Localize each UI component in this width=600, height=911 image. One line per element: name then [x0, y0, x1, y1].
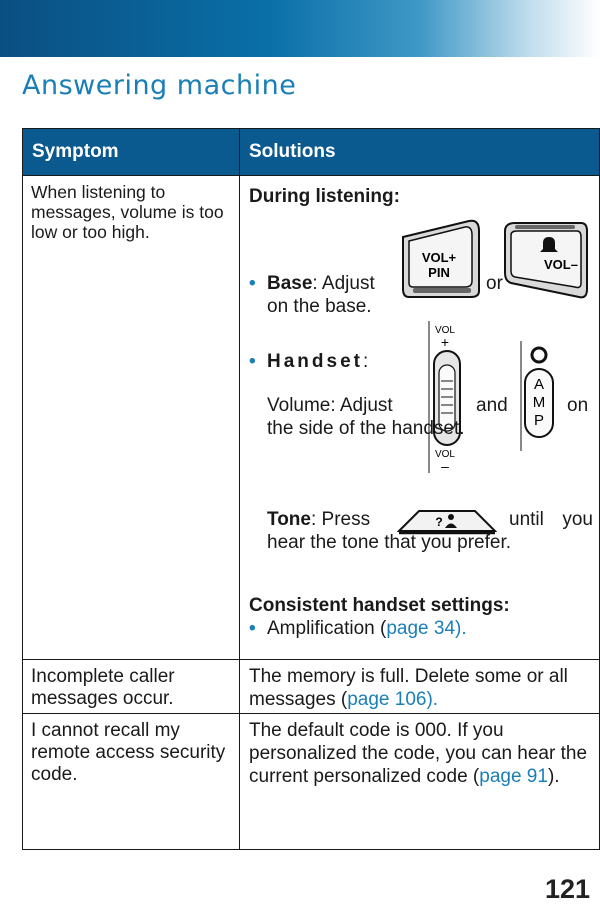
- tone-text: [267, 508, 593, 553]
- base-or: or: [486, 272, 503, 294]
- handset-bullet: [249, 324, 589, 507]
- header-band: [0, 0, 600, 57]
- symptom-cell: I cannot recall my remote access security code.: [23, 714, 240, 850]
- bullet-icon: •: [249, 350, 256, 372]
- during-listening-heading: During listening:: [249, 186, 400, 207]
- handset-bullet-label: [249, 351, 368, 374]
- symptom-cell: Incomplete caller messages occur.: [23, 660, 240, 714]
- solution-text: The default code is 000. If you personalized the code, you can hear the current personalized code (: [249, 720, 588, 787]
- table-row: [23, 714, 600, 850]
- table-header-row: [23, 129, 600, 176]
- tone-key-label: ?: [435, 514, 443, 529]
- vol-bottom-label: VOL: [434, 448, 456, 460]
- symptom-column-header: Symptom: [23, 129, 240, 176]
- tone-text-2: until you hear the tone that you prefer.: [267, 508, 593, 553]
- tone-label: Tone: [267, 508, 311, 530]
- table-row: [23, 660, 600, 714]
- tone-text-1: : Press: [310, 508, 371, 530]
- base-text-2: on the base.: [267, 295, 372, 317]
- amplification-bullet: [249, 618, 589, 641]
- table-row: [23, 176, 600, 660]
- solution-cell: [240, 714, 600, 850]
- vol-minus-label: VOL–: [544, 256, 578, 272]
- amplification-text: Amplification (: [267, 617, 387, 639]
- vol-plus-pin-button-icon: [399, 217, 484, 299]
- page-number: 121: [544, 874, 590, 904]
- handset-colon: :: [362, 350, 369, 372]
- troubleshooting-table: [22, 128, 600, 850]
- amp-label-m: M: [532, 393, 546, 411]
- page-link[interactable]: page 91: [479, 765, 548, 787]
- amplification-page-link[interactable]: page 34).: [386, 617, 467, 639]
- handset-label: Handset: [267, 350, 363, 372]
- handset-volume-text: [267, 395, 593, 441]
- solution-text: The memory is full. Delete some or all messages (: [249, 666, 568, 710]
- handset-volume-label: Volume: Adjust: [267, 394, 393, 416]
- vol-minus-sign: –: [441, 457, 449, 473]
- vol-plus-label: VOL+: [421, 249, 457, 265]
- handset-and: and: [476, 394, 508, 416]
- amp-label-p: P: [533, 411, 545, 429]
- solutions-column-header: Solutions: [240, 129, 600, 176]
- handset-on: on: [567, 394, 589, 416]
- tone-instruction: [249, 507, 593, 571]
- symptom-cell: When listening to messages, volume is too low or too high.: [23, 176, 240, 660]
- amp-label-a: A: [533, 375, 545, 393]
- solution-cell: [240, 176, 600, 660]
- base-bullet: [249, 217, 589, 317]
- vol-minus-button-icon: [501, 221, 591, 303]
- handset-side-text: the side of the handset.: [267, 417, 465, 439]
- bullet-icon: •: [249, 617, 256, 639]
- page-title: Answering machine: [22, 70, 297, 101]
- base-text: : Adjust: [312, 272, 375, 294]
- vol-top-label: VOL: [434, 324, 456, 336]
- vol-plus-sign: +: [440, 333, 450, 350]
- solution-cell: [240, 660, 600, 714]
- pin-label: PIN: [428, 264, 450, 280]
- page-link[interactable]: page 106).: [347, 688, 439, 710]
- solution-tail: ).: [547, 765, 560, 787]
- bullet-icon: •: [249, 272, 256, 294]
- base-label: Base: [267, 272, 313, 294]
- consistent-settings-heading: Consistent handset settings:: [249, 594, 510, 616]
